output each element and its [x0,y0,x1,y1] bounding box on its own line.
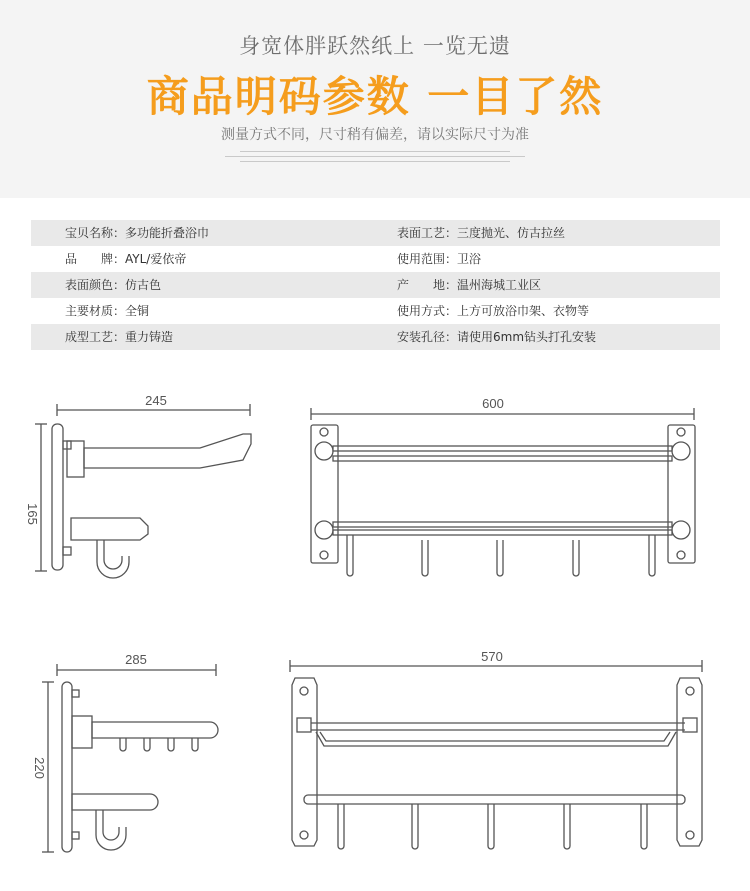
spec-label: 表面工艺： [397,226,458,240]
side-view-top [35,404,251,578]
spec-value: 仿古色 [125,278,162,292]
spec-row [31,272,720,298]
spec-left [65,298,149,324]
spec-row [31,324,720,350]
spec-row [31,246,720,272]
spec-label: 安装孔径： [397,330,458,344]
header-banner [0,0,750,198]
spec-value: 上方可放浴巾架、衣物等 [457,304,590,318]
technical-drawings [0,380,750,891]
side2-height-label: 220 [32,757,47,779]
side-view-bottom [42,664,218,852]
slogan-main: 商品明码参数 一目了然 [146,72,604,121]
spec-right [397,324,596,350]
spec-value: 多功能折叠浴巾 [125,226,210,240]
spec-row [31,220,720,246]
spec-value: 全铜 [125,304,150,318]
slogan-note: 测量方式不同，尺寸稍有偏差，请以实际尺寸为准 [221,127,529,143]
spec-row [31,298,720,324]
fine-print-line [225,156,525,157]
spec-label: 产 地： [397,278,458,292]
spec-label: 成型工艺： [65,330,126,344]
spec-label: 主要材质： [65,304,126,318]
spec-value: AYL/爱依帝 [125,252,187,266]
spec-right [397,298,589,324]
front-view-bottom [290,660,702,849]
front1-width-label: 600 [482,396,504,411]
fine-print-line [240,151,510,152]
spec-right [397,272,541,298]
spec-left [65,324,173,350]
spec-table [31,220,720,350]
spec-value: 卫浴 [457,252,482,266]
spec-value: 重力铸造 [125,330,174,344]
side1-width-label: 245 [145,393,167,408]
spec-value: 请使用6mm钻头打孔安装 [457,330,597,344]
spec-label: 表面颜色： [65,278,126,292]
spec-label: 品 牌： [65,252,126,266]
front2-width-label: 570 [481,649,503,664]
spec-right [397,220,565,246]
spec-label: 使用范围： [397,252,458,266]
spec-label: 宝贝名称： [65,226,126,240]
fine-print-line [240,161,510,162]
spec-right [397,246,481,272]
side2-width-label: 285 [125,652,147,667]
slogan-top: 身宽体胖跃然纸上 一览无遗 [239,34,511,58]
spec-left [65,220,209,246]
spec-value: 三度抛光、仿古拉丝 [457,226,566,240]
spec-left [65,246,186,272]
side1-height-label: 165 [25,503,40,525]
spec-left [65,272,161,298]
spec-label: 使用方式： [397,304,458,318]
spec-value: 温州海城工业区 [457,278,542,292]
front-view-top [311,408,695,576]
